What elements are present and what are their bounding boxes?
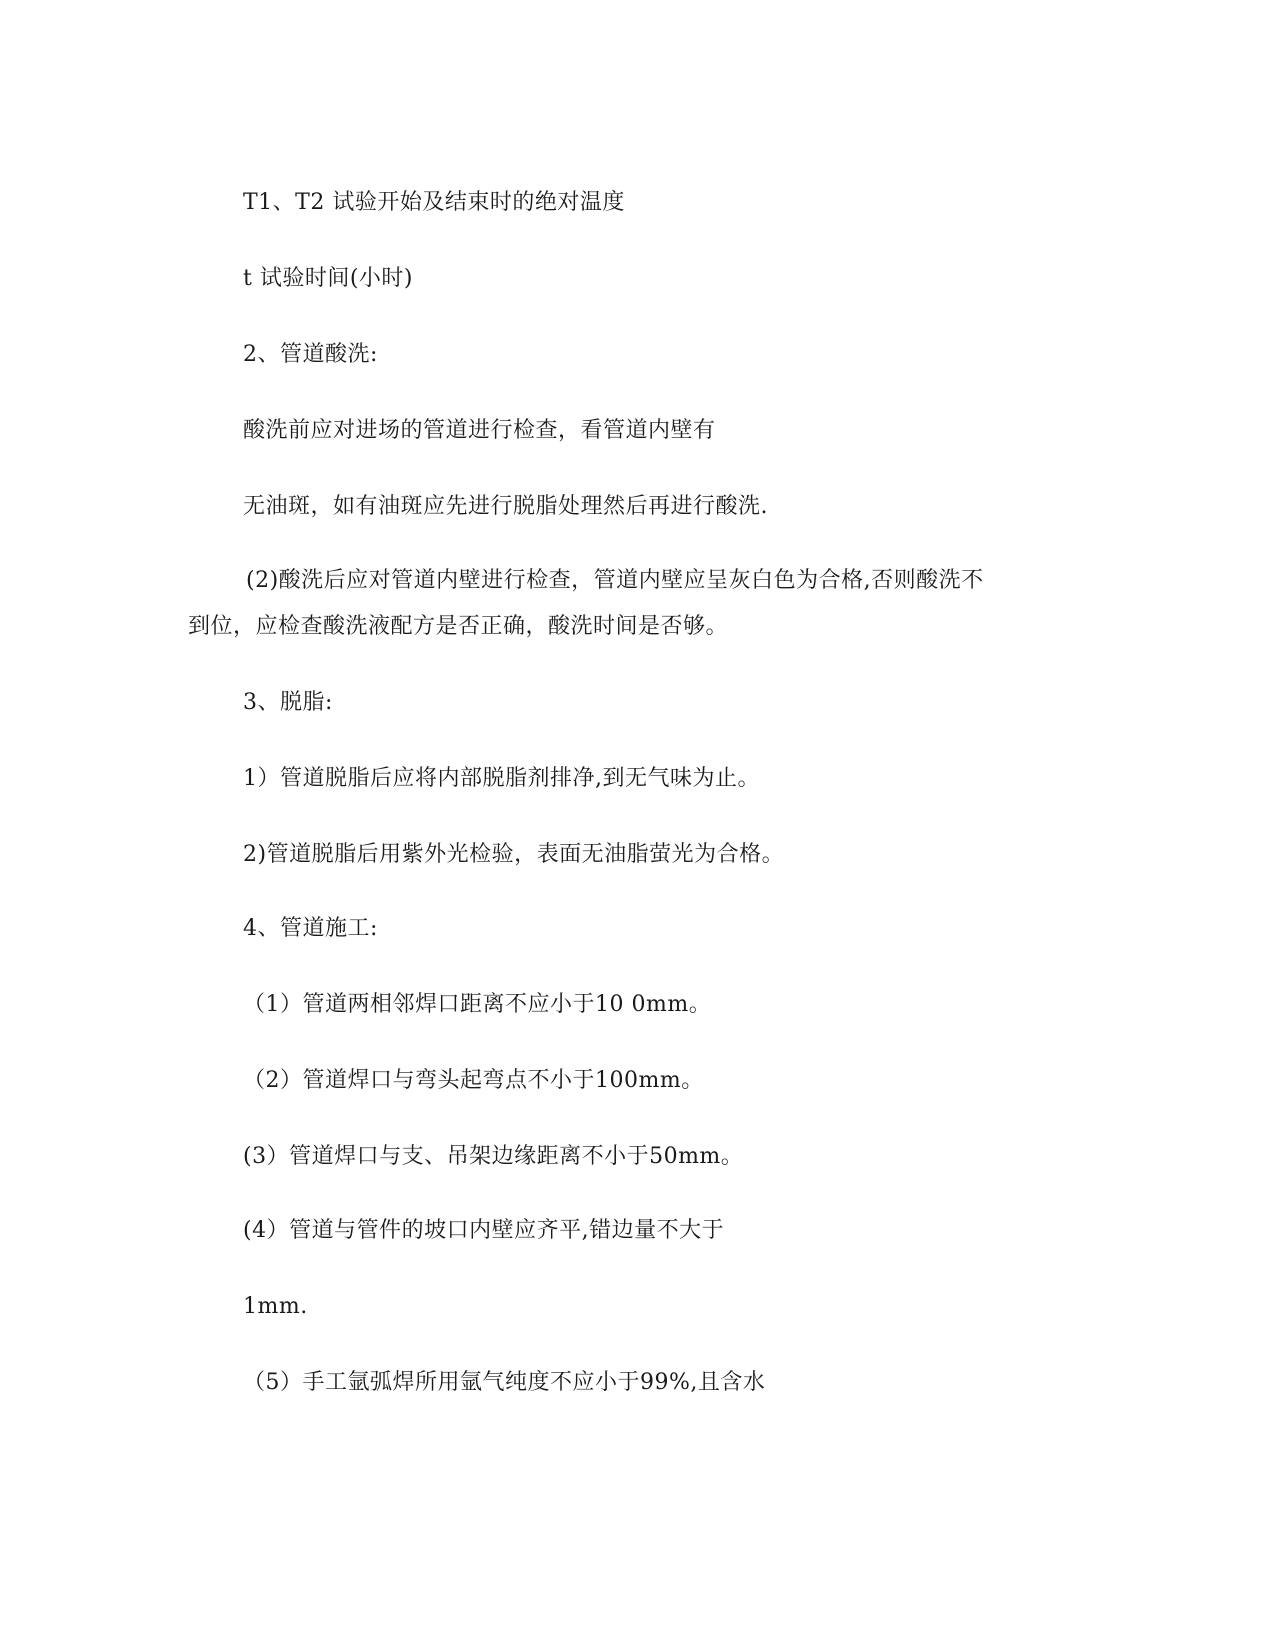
heading-construction: 4、管道施工: xyxy=(243,916,378,941)
heading-pickling: 2、管道酸洗: xyxy=(243,342,378,367)
text-line-bevel: (4）管道与管件的坡口内壁应齐平,错边量不大于 xyxy=(243,1218,725,1243)
text-line-weld-distance: （1）管道两相邻焊口距离不应小于10 0mm。 xyxy=(243,992,712,1017)
text-line-pickling-inspect: (2)酸洗后应对管道内壁进行检查，管道内壁应呈灰白色为合格,否则酸洗不 xyxy=(246,568,984,593)
text-line-bevel-cont: 1mm. xyxy=(243,1294,308,1319)
text-line-oil-spot: 无油斑，如有油斑应先进行脱脂处理然后再进行酸洗. xyxy=(243,494,768,519)
text-line-test-time: t 试验时间(小时) xyxy=(243,266,414,291)
text-line-pickling-check: 酸洗前应对进场的管道进行检查，看管道内壁有 xyxy=(243,418,716,443)
heading-degreasing: 3、脱脂: xyxy=(243,690,333,715)
text-line-degrease-drain: 1）管道脱脂后应将内部脱脂剂排净,到无气味为止。 xyxy=(243,766,760,791)
text-line-degrease-uv: 2)管道脱脂后用紫外光检验，表面无油脂萤光为合格。 xyxy=(243,842,785,867)
text-line-temperature: T1、T2 试验开始及结束时的绝对温度 xyxy=(243,190,625,215)
text-line-argon: （5）手工氩弧焊所用氩气纯度不应小于99%,且含水 xyxy=(243,1370,766,1395)
text-line-weld-support: (3）管道焊口与支、吊架边缘距离不小于50mm。 xyxy=(243,1144,744,1169)
text-line-weld-bend: （2）管道焊口与弯头起弯点不小于100mm。 xyxy=(243,1068,704,1093)
text-line-pickling-inspect-cont: 到位，应检查酸洗液配方是否正确，酸洗时间是否够。 xyxy=(188,614,729,639)
